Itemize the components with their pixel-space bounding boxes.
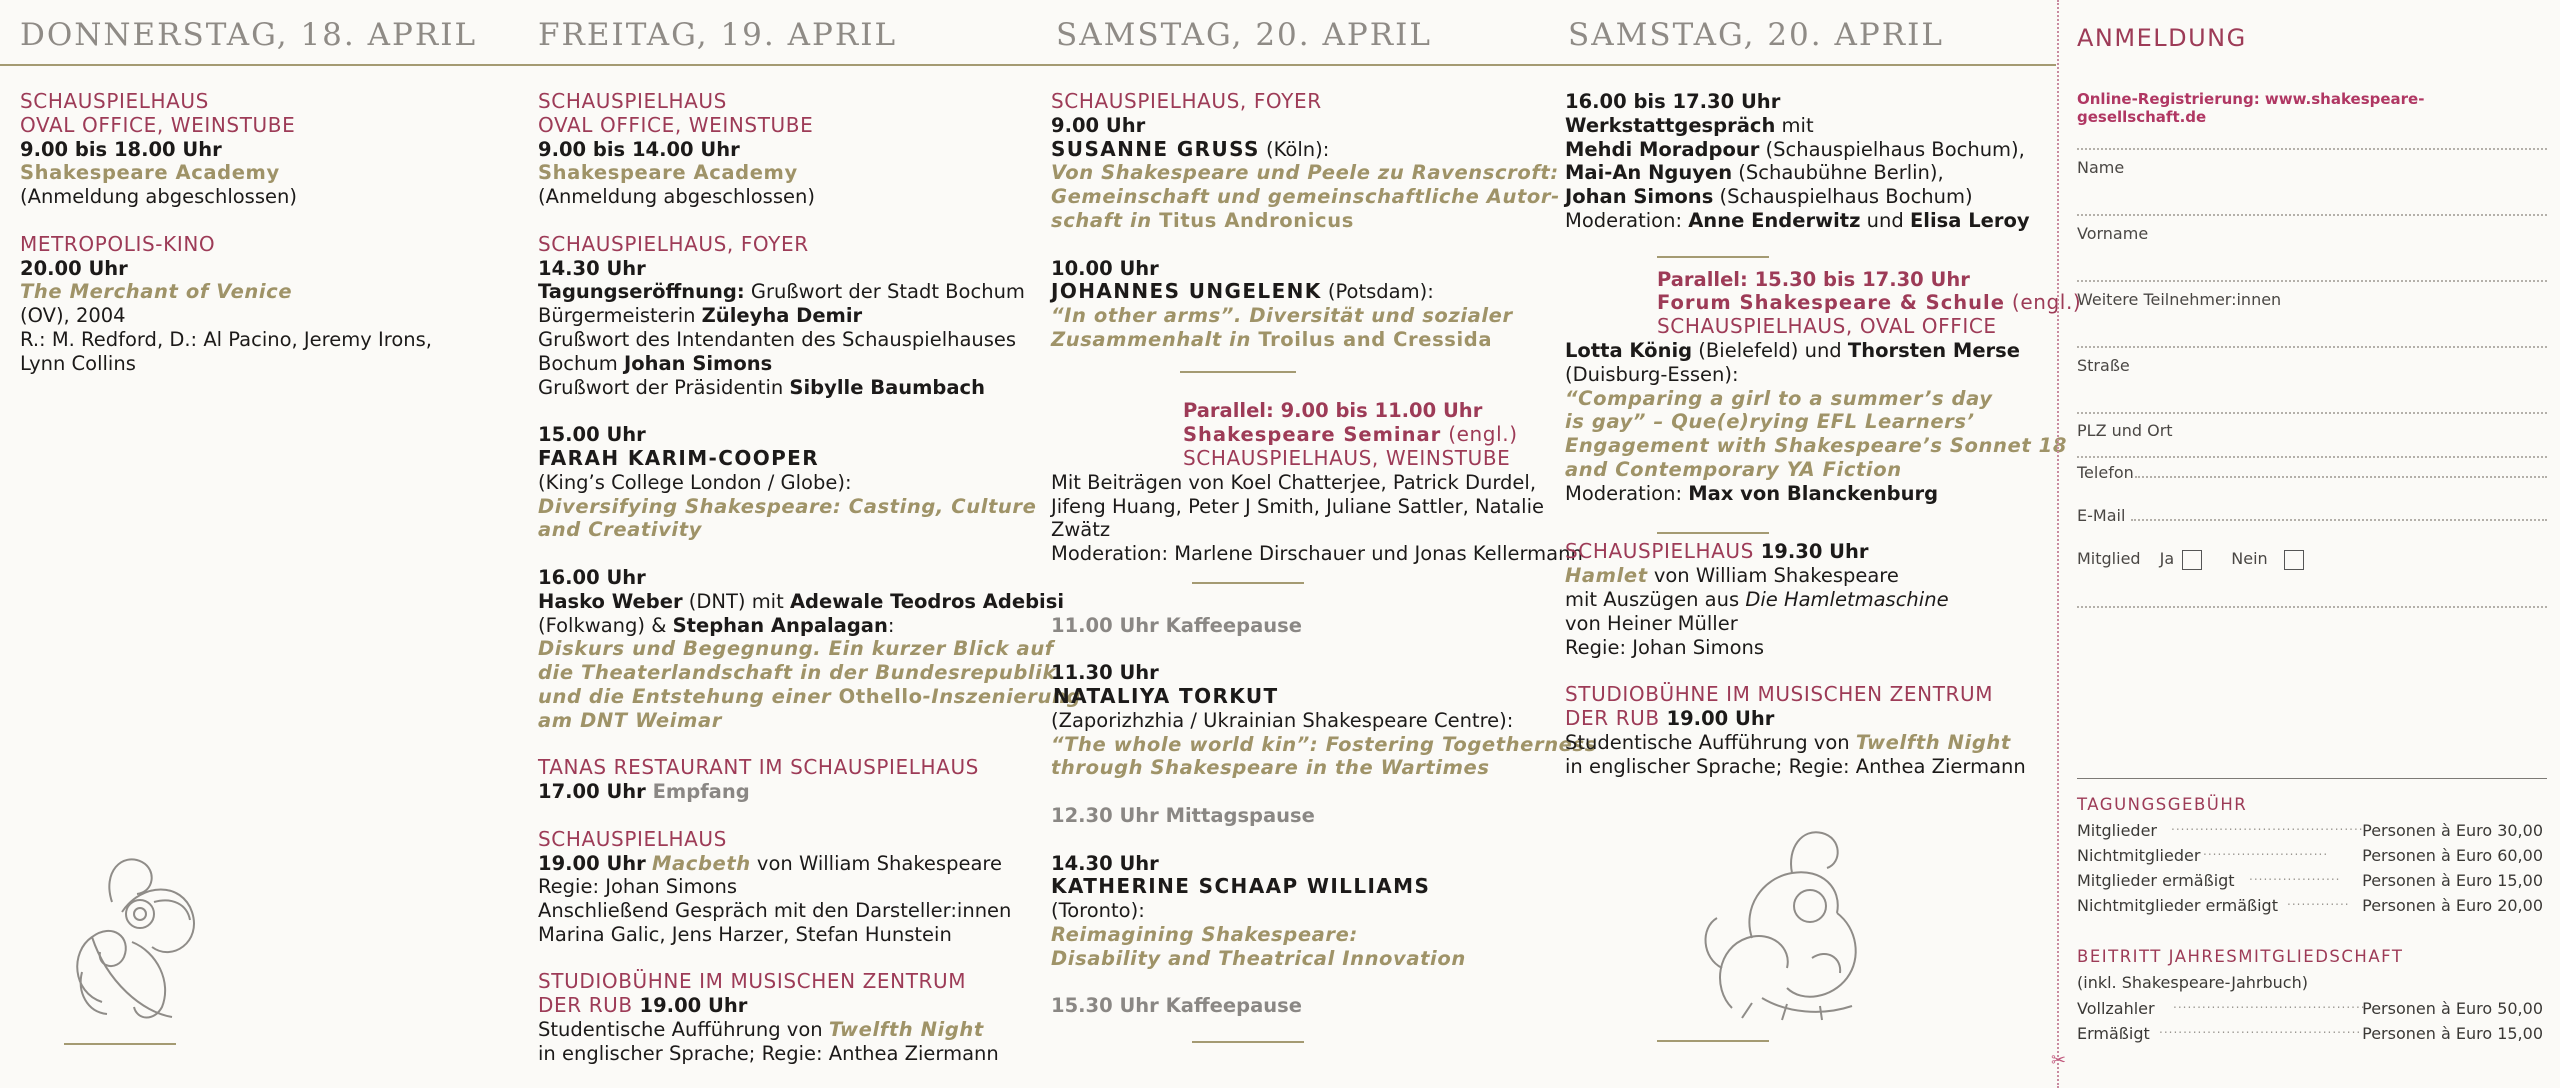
fee-label: Nichtmitglieder ermäßigt [2077, 896, 2278, 915]
text: Anschließend Gespräch mit den Darsteller:innen [538, 899, 1012, 923]
text: und [1365, 542, 1415, 566]
film-info: (OV), 2004 [20, 304, 126, 328]
ja-label: Ja [2159, 549, 2175, 568]
separator [1192, 582, 1304, 584]
film-credits: R.: M. Redford, D.: Al Pacino, Jeremy Irons, [20, 327, 432, 351]
film-title: The Merchant of Venice [20, 280, 293, 304]
separator [64, 1043, 176, 1045]
membership-row [2077, 999, 2543, 1018]
fee-label: Mitglieder [2077, 821, 2157, 840]
talk-title: Diskurs und Begegnung. Ein kurzer Blick auf [538, 637, 1054, 661]
text: von Heiner Müller [1565, 611, 1738, 635]
parallel-time: Parallel: 15.30 bis 17.30 Uhr [1657, 267, 1970, 291]
ornament-flourish-icon [62, 842, 212, 1032]
time: 10.00 Uhr [1051, 256, 1159, 280]
text: Moderation: [1565, 208, 1689, 232]
ja-checkbox[interactable] [2182, 550, 2202, 570]
talk-title: schaft in [1051, 208, 1160, 232]
play-title: Hamlet [1565, 564, 1648, 588]
work-title: Die Hamletmaschine [1745, 587, 1949, 611]
online-registration-link[interactable]: Online-Registrierung: www.shakespeare-gesellschaft.de [2077, 90, 2425, 126]
affiliation: (Duisburg-Essen): [1565, 362, 1739, 386]
person: Elisa Leroy [1909, 208, 2030, 232]
text: Moderation: [1051, 542, 1175, 566]
talk-title: through Shakespeare in the Wartimes [1051, 756, 1490, 780]
talk-title: “Comparing a girl to a summer’s day [1565, 386, 1993, 410]
people: Zwätz [1051, 518, 1111, 542]
break: 15.30 Uhr Kaffeepause [1051, 994, 1302, 1018]
nein-label: Nein [2231, 549, 2268, 568]
location: SCHAUSPIELHAUS [20, 89, 209, 113]
location: OVAL OFFICE, WEINSTUBE [538, 112, 814, 137]
label: Tagungseröffnung: [538, 280, 745, 304]
day-heading-saturday-2: SAMSTAG, 20. APRIL [1568, 17, 1944, 53]
time: 14.30 Uhr [1051, 851, 1159, 875]
telefon-field-label: Telefon [2077, 463, 2134, 482]
fee-heading: TAGUNGSGEBÜHR [2077, 795, 2248, 814]
talk-title: und die Entstehung einer [538, 684, 839, 708]
location: SCHAUSPIELHAUS, FOYER [538, 231, 809, 256]
person: Mehdi Moradpour [1565, 137, 1760, 161]
plz-field[interactable] [2077, 456, 2547, 458]
person: Züleyha Demir [701, 304, 863, 328]
name-field[interactable] [2077, 214, 2547, 216]
membership-note: (inkl. Shakespeare-Jahrbuch) [2077, 973, 2308, 992]
speaker: NATALIYA TORKUT [1053, 683, 1279, 708]
location: STUDIOBÜHNE IM MUSISCHEN ZENTRUM [1565, 682, 1994, 707]
dot-leader: ........................................ [2173, 997, 2366, 1011]
text: (Folkwang) & [538, 613, 673, 637]
membership-price: Personen à Euro 15,00 [2362, 1024, 2543, 1043]
person: Stephan Anpalagan [672, 613, 888, 637]
location: DER RUB [1565, 705, 1660, 730]
text: (Bielefeld) und [1692, 338, 1848, 362]
time: 9.00 Uhr [1051, 113, 1146, 137]
event-title: Shakespeare Academy [538, 161, 798, 185]
separator [1657, 1040, 1769, 1042]
location: SCHAUSPIELHAUS, FOYER [1051, 89, 1322, 113]
header-rule [0, 64, 2056, 66]
person: Johan Simons [623, 351, 773, 375]
fee-price: Personen à Euro 60,00 [2362, 846, 2543, 865]
note: (Anmeldung abgeschlossen) [20, 185, 297, 209]
affiliation: (King’s College London / Globe): [538, 470, 852, 494]
day-heading-saturday: SAMSTAG, 20. APRIL [1056, 17, 1432, 53]
time: 20.00 Uhr [20, 256, 128, 280]
membership-label: Vollzahler [2077, 999, 2155, 1018]
dot-leader: .......................... [2203, 844, 2329, 858]
text: in englischer Sprache; Regie: Anthea Ziermann [538, 1041, 999, 1065]
day-heading-thursday: DONNERSTAG, 18. APRIL [20, 17, 478, 53]
speaker: KATHERINE SCHAAP WILLIAMS [1051, 874, 1431, 899]
talk-title: is gay” – Que(e)rying EFL Learners’ [1565, 410, 1975, 434]
location: SCHAUSPIELHAUS, WEINSTUBE [1183, 445, 1511, 470]
affiliation: (Schaubühne Berlin), [1732, 161, 1944, 185]
talk-title: Reimagining Shakespeare: [1051, 922, 1358, 946]
talk-title: Gemeinschaft und gemeinschaftliche Autor- [1051, 185, 1560, 209]
talk-title: “The whole world kin”: Fostering Togetherness [1051, 732, 1597, 756]
fee-row [2077, 896, 2543, 915]
play-title: Macbeth [652, 851, 751, 875]
column-friday [538, 90, 1081, 1066]
text: Grußwort der Präsidentin [538, 375, 790, 399]
talk-title: Diversifying Shakespeare: Casting, Culture [538, 494, 1037, 518]
field-line [2077, 148, 2547, 150]
nein-checkbox[interactable] [2284, 550, 2304, 570]
scissors-icon: ✂ [2051, 1050, 2067, 1071]
dot-leader: .......................................... [2159, 1022, 2362, 1036]
affiliation: (Schauspielhaus Bochum) [1713, 185, 1973, 209]
column-saturday-1 [1051, 90, 1597, 1018]
time: 19.00 Uhr [1659, 706, 1775, 730]
email-field[interactable] [2131, 519, 2547, 521]
time: 17.00 Uhr [538, 780, 646, 804]
text: von William Shakespeare [750, 851, 1002, 875]
weitere-field[interactable] [2077, 346, 2547, 348]
time: 9.00 bis 14.00 Uhr [538, 137, 740, 161]
fee-row [2077, 871, 2543, 890]
column-saturday-2 [1565, 90, 2081, 778]
text: : [887, 613, 895, 637]
affiliation: (Potsdam): [1321, 280, 1434, 304]
text: Studentische Aufführung von [1565, 730, 1856, 754]
talk-title: Zusammenhalt in [1051, 327, 1259, 351]
talk-title: am DNT Weimar [538, 708, 722, 732]
column-thursday [20, 90, 432, 376]
talk-title: die Theaterlandschaft in der Bundesrepublik [538, 661, 1057, 685]
ornament-beast-icon [1692, 818, 1882, 1028]
language: (engl.) [2004, 290, 2082, 315]
fold-divider [2057, 0, 2059, 1088]
text: mit Auszügen aus [1565, 587, 1746, 611]
location: METROPOLIS-KINO [20, 231, 216, 256]
fee-price: Personen à Euro 30,00 [2362, 821, 2543, 840]
text: und [1860, 208, 1910, 232]
talk-title: Von Shakespeare und Peele zu Ravenscroft: [1051, 161, 1559, 185]
talk-title: -Inszenierung [922, 684, 1082, 708]
play-title: Othello [838, 684, 923, 708]
play-title: Twelfth Night [828, 1018, 984, 1042]
person: Max von Blanckenburg [1688, 481, 1939, 505]
membership-price: Personen à Euro 50,00 [2362, 999, 2543, 1018]
break: 11.00 Uhr Kaffeepause [1051, 613, 1302, 637]
text: Marina Galic, Jens Harzer, Stefan Hunstein [538, 922, 952, 946]
time: 19.00 Uhr [538, 851, 646, 875]
parallel-title: Forum Shakespeare & Schule [1657, 291, 2005, 315]
text: Grußwort der Stadt Bochum [744, 280, 1025, 304]
vorname-field[interactable] [2077, 280, 2547, 282]
person: Johan Simons [1565, 185, 1714, 209]
time: 11.30 Uhr [1051, 661, 1159, 685]
text: Moderation: [1565, 481, 1689, 505]
location: DER RUB [538, 993, 633, 1018]
fee-label: Mitglieder ermäßigt [2077, 871, 2235, 890]
section-line [2077, 778, 2547, 779]
event-title: Shakespeare Academy [20, 161, 280, 185]
text: mit [1775, 113, 1814, 137]
fee-row [2077, 846, 2543, 865]
film-credits: Lynn Collins [20, 351, 136, 375]
affiliation: (Toronto): [1051, 899, 1145, 923]
time: 19.30 Uhr [1753, 540, 1869, 564]
dot-leader: ........................................ [2171, 819, 2364, 833]
affiliation: (Köln): [1259, 137, 1330, 161]
location: OVAL OFFICE, WEINSTUBE [20, 112, 296, 137]
text: Regie: Johan Simons [538, 875, 738, 899]
time: 9.00 bis 18.00 Uhr [20, 137, 222, 161]
separator [1657, 256, 1769, 258]
text: Bochum [538, 351, 624, 375]
fee-row [2077, 821, 2543, 840]
registration-heading: ANMELDUNG [2077, 24, 2247, 52]
text: in englischer Sprache; Regie: Anthea Ziermann [1565, 754, 2026, 778]
vorname-field-label: Vorname [2077, 224, 2149, 243]
break: 12.30 Uhr Mittagspause [1051, 803, 1315, 827]
people: Koel Chatterjee, Patrick Durdel, [1230, 470, 1537, 494]
text: Mit Beiträgen von [1051, 470, 1231, 494]
mitglied-row [2077, 549, 2304, 570]
dot-leader: ............. [2287, 894, 2350, 908]
separator [1657, 532, 1769, 534]
location: SCHAUSPIELHAUS, OVAL OFFICE [1657, 314, 1997, 339]
person: Mai-An Nguyen [1565, 161, 1733, 185]
person: Lotta König [1565, 338, 1693, 362]
location: STUDIOBÜHNE IM MUSISCHEN ZENTRUM [538, 969, 967, 994]
text: Regie: Johan Simons [1565, 635, 1765, 659]
text: Studentische Aufführung von [538, 1018, 829, 1042]
text: Grußwort des Intendanten des Schauspielhauses [538, 327, 1017, 351]
talk-title: and Creativity [538, 518, 702, 542]
dot-leader: ................... [2249, 869, 2341, 883]
parallel-time: Parallel: 9.00 bis 11.00 Uhr [1183, 399, 1483, 423]
parallel-title: Shakespeare Seminar [1183, 423, 1442, 447]
play-title: Twelfth Night [1855, 730, 2011, 754]
people: Jifeng Huang, Peter J Smith, Juliane Sattler, Natalie [1051, 494, 1544, 518]
person: Anne Enderwitz [1688, 208, 1861, 232]
person: Thorsten Merse [1847, 338, 2020, 362]
time: 16.00 bis 17.30 Uhr [1565, 90, 1781, 113]
talk-title: Disability and Theatrical Innovation [1051, 946, 1466, 970]
strasse-field[interactable] [2077, 412, 2547, 414]
text: von William Shakespeare [1647, 564, 1899, 588]
location: SCHAUSPIELHAUS [538, 826, 727, 851]
membership-label: Ermäßigt [2077, 1024, 2150, 1043]
speaker: JOHANNES UNGELENK [1051, 279, 1322, 304]
talk-title: “In other arms”. Diversität und sozialer [1051, 304, 1513, 328]
time: 19.00 Uhr [632, 994, 748, 1018]
person: Adewale Teodros Adebisi [789, 589, 1065, 613]
person: Hasko Weber [538, 589, 683, 613]
fee-price: Personen à Euro 20,00 [2362, 896, 2543, 915]
weitere-field-label: Weitere Teilnehmer:innen [2077, 290, 2282, 309]
location: TANAS RESTAURANT IM SCHAUSPIELHAUS [538, 755, 979, 780]
person: Jonas Kellermann [1414, 542, 1583, 566]
note: (Anmeldung abgeschlossen) [538, 185, 815, 209]
day-heading-friday: FREITAG, 19. APRIL [538, 17, 898, 53]
person: Marlene Dirschauer [1174, 542, 1365, 566]
talk-title: and Contemporary YA Fiction [1565, 457, 1902, 481]
separator [1180, 371, 1296, 373]
talk-title: Engagement with Shakespeare’s Sonnet 18 [1565, 434, 2067, 458]
language: (engl.) [1441, 422, 1518, 447]
play-title: Titus Andronicus [1159, 208, 1354, 232]
telefon-field[interactable] [2135, 476, 2547, 478]
time: 15.00 Uhr [538, 423, 646, 447]
email-field-label: E-Mail [2077, 506, 2126, 525]
text: (DNT) mit [682, 589, 790, 613]
plz-field-label: PLZ und Ort [2077, 421, 2173, 440]
speaker: SUSANNE GRUSS [1051, 136, 1260, 161]
location: SCHAUSPIELHAUS [538, 89, 727, 113]
membership-heading: BEITRITT JAHRESMITGLIEDSCHAFT [2077, 947, 2404, 966]
affiliation: (Schauspielhaus Bochum), [1759, 137, 2025, 161]
fee-price: Personen à Euro 15,00 [2362, 871, 2543, 890]
text: Bürgermeisterin [538, 304, 702, 328]
strasse-field-label: Straße [2077, 356, 2130, 375]
event: Empfang [645, 780, 750, 804]
person: Sibylle Baumbach [789, 375, 985, 399]
fee-label: Nichtmitglieder [2077, 846, 2201, 865]
affiliation: (Zaporizhzhia / Ukrainian Shakespeare Centre): [1051, 708, 1514, 732]
time: 16.00 Uhr [538, 565, 646, 589]
name-field-label: Name [2077, 158, 2125, 177]
mitglied-label: Mitglied [2077, 549, 2141, 568]
play-title: Troilus and Cressida [1258, 327, 1493, 351]
time: 14.30 Uhr [538, 256, 646, 280]
speaker: FARAH KARIM-COOPER [538, 445, 820, 470]
separator [1192, 1041, 1304, 1043]
membership-row [2077, 1024, 2543, 1043]
label: Werkstattgespräch [1565, 113, 1776, 137]
field-line [2077, 606, 2547, 608]
location: SCHAUSPIELHAUS [1565, 539, 1754, 564]
